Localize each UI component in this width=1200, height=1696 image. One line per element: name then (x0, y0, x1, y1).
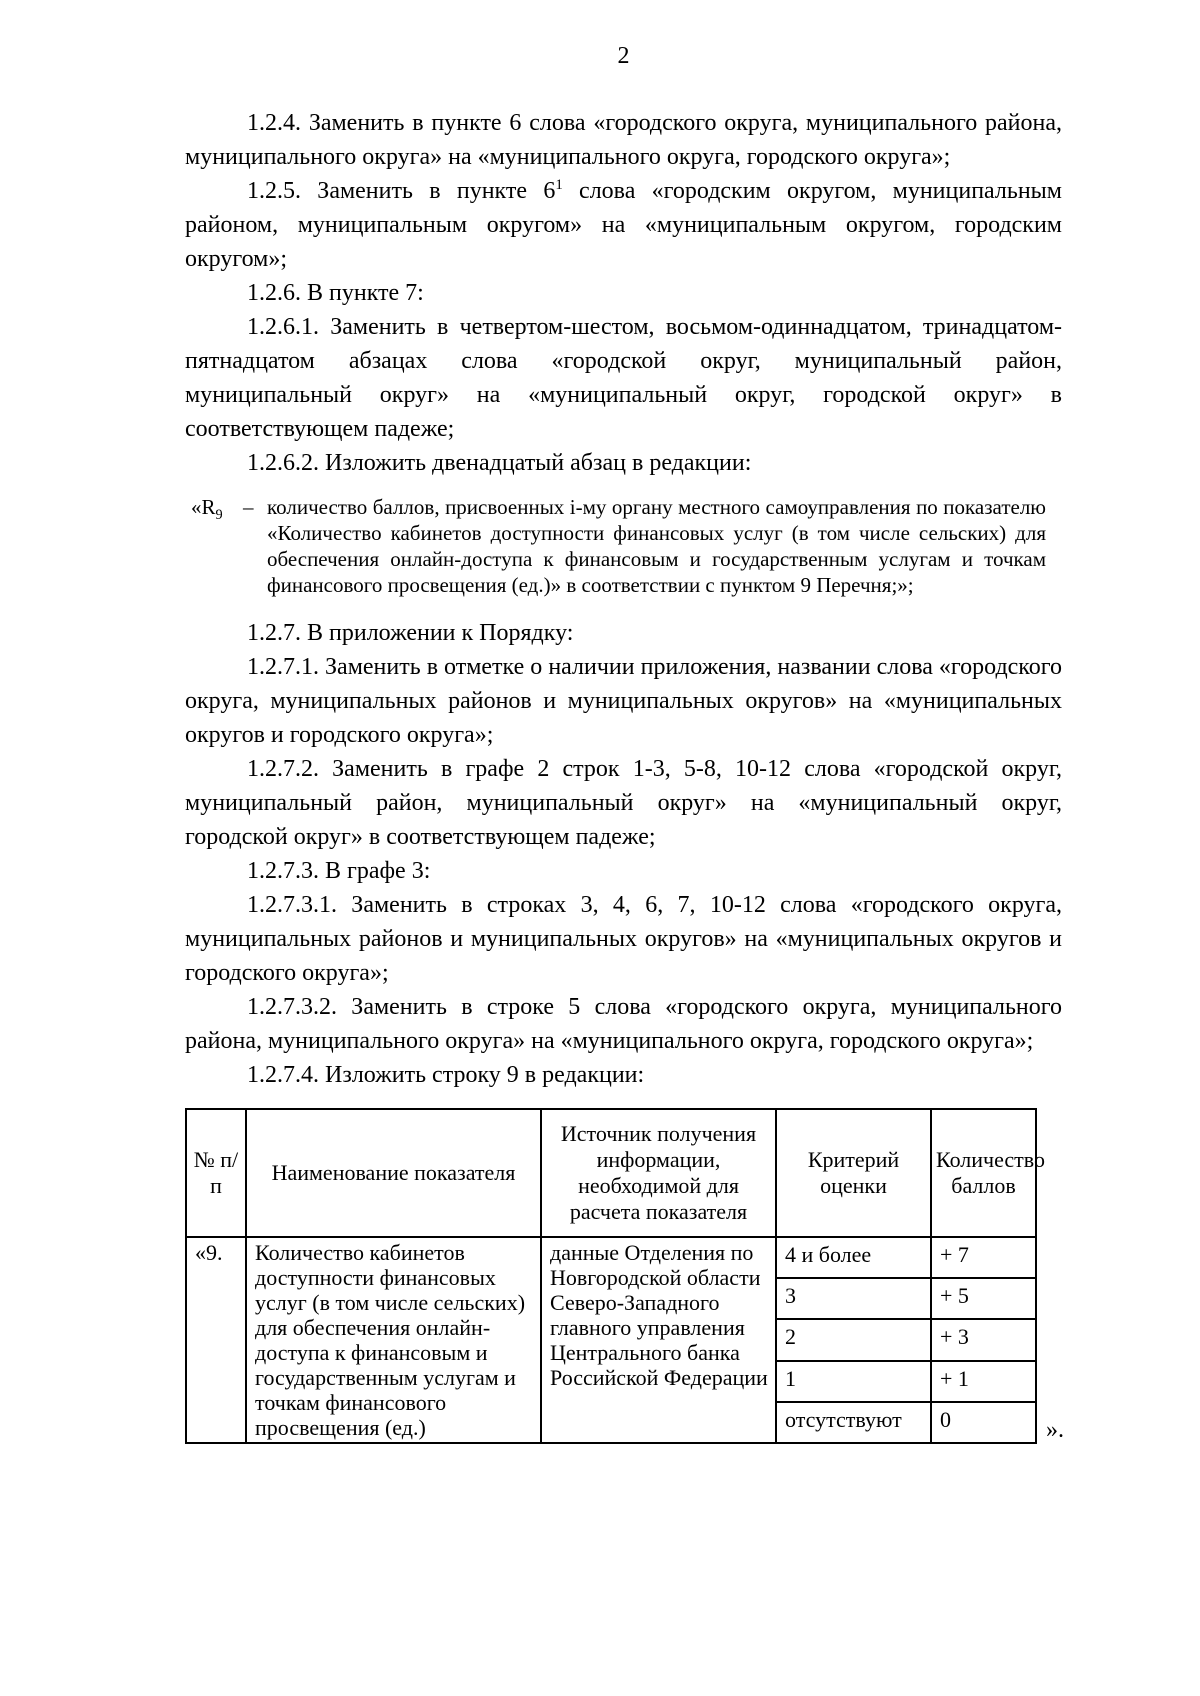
paragraph-text: 1.2.7.2. Заменить в графе 2 строк 1-3, 5-8, 10-12 слова «городской округ, муниципальный район, муниципальный округ» на «муниципальный округ, городской округ» в соответствующем падеже; (185, 756, 1062, 850)
cell-criterion: 3 (776, 1278, 931, 1319)
cell-points: + 1 (931, 1361, 1036, 1402)
paragraph-1-2-7-3 (185, 854, 1062, 888)
paragraph-1-2-7-1 (185, 650, 1062, 752)
header-points: Количество баллов (931, 1109, 1036, 1237)
cell-points: + 7 (931, 1237, 1036, 1278)
paragraph-1-2-6-1 (185, 310, 1062, 446)
paragraph-1-2-6 (185, 276, 1062, 310)
cell-points: 0 (931, 1402, 1036, 1443)
paragraph-text: 1.2.7.4. Изложить строку 9 в редакции: (247, 1062, 645, 1088)
paragraph-text: 1.2.7.3.1. Заменить в строках 3, 4, 6, 7, 10-12 слова «городского округа, муниципальных районов и муниципальных округов» на «муниципальных округов и городского округа»; (185, 892, 1062, 986)
paragraph-text: 1.2.7.1. Заменить в отметке о наличии приложения, названии слова «городского округа, муниципальных районов и муниципальных округов» на «муниципальных округов и городского округа»; (185, 654, 1062, 748)
table-row (186, 1237, 1036, 1278)
paragraph-text: 1.2.7. В приложении к Порядку: (247, 620, 574, 646)
paragraph-1-2-4 (185, 106, 1062, 174)
paragraph-1-2-7-3-1 (185, 888, 1062, 990)
paragraph-text: 1.2.7.3.2. Заменить в строке 5 слова «городского округа, муниципального района, муниципального округа» на «муниципального округа, городского округа»; (185, 994, 1062, 1054)
cell-indicator-name: Количество кабинетов доступности финансовых услуг (в том числе сельских) для обеспечения онлайн-доступа к финансовым и государственным услугам и точкам финансового просвещения (ед.) (246, 1237, 541, 1443)
header-source: Источник получения информации, необходимой для расчета показателя (541, 1109, 776, 1237)
paragraph-1-2-7 (185, 616, 1062, 650)
paragraph-text: 1.2.7.3. В графе 3: (247, 858, 431, 884)
definition-term-text: «R (191, 495, 216, 519)
page-number: 2 (617, 43, 630, 69)
header-criterion: Критерий оценки (776, 1109, 931, 1237)
cell-information-source: данные Отделения по Новгородской области Северо-Западного главного управления Центрального банка Российской Федерации (541, 1237, 776, 1443)
paragraph-1-2-6-2 (185, 446, 1062, 480)
table-header-row (186, 1109, 1036, 1237)
paragraph-text: 1.2.5. Заменить в пункте 6 (247, 178, 556, 204)
definition-dash: – (243, 495, 254, 519)
cell-points: + 3 (931, 1319, 1036, 1360)
cell-criterion: 4 и более (776, 1237, 931, 1278)
indicator-table (185, 1108, 1046, 1444)
definition-term (191, 494, 243, 598)
cell-criterion: 1 (776, 1361, 931, 1402)
paragraph-1-2-7-4 (185, 1058, 1062, 1092)
cell-criterion: отсутствуют (776, 1402, 931, 1443)
closing-quote-mark: ». (1046, 1417, 1064, 1443)
paragraph-1-2-7-2 (185, 752, 1062, 854)
header-name: Наименование показателя (246, 1109, 541, 1237)
paragraph-text: 1.2.6.2. Изложить двенадцатый абзац в редакции: (247, 450, 752, 476)
superscript-index: 1 (555, 177, 563, 193)
cell-row-number: «9. (186, 1237, 246, 1443)
definition-block-r9 (191, 494, 1062, 598)
cell-criterion: 2 (776, 1319, 931, 1360)
subscript-index: 9 (215, 507, 223, 524)
cell-points: + 5 (931, 1278, 1036, 1319)
header-num: № п/п (186, 1109, 246, 1237)
paragraph-text: 1.2.6.1. Заменить в четвертом-шестом, восьмом-одиннадцатом, тринадцатом-пятнадцатом абзацах слова «городской округ, муниципальный район, муниципальный округ» на «муниципальный округ, городской округ» в соответствующем падеже; (185, 314, 1062, 442)
paragraph-text: 1.2.4. Заменить в пункте 6 слова «городского округа, муниципального района, муниципального округа» на «муниципального округа, городского округа»; (185, 110, 1062, 170)
paragraph-1-2-7-3-2 (185, 990, 1062, 1058)
definition-text: количество баллов, присвоенных i-му органу местного самоуправления по показателю «Количество кабинетов доступности финансовых услуг (в том числе сельских) для обеспечения онлайн-доступа к финансовым и государственным услугам и точкам финансового просвещения (ед.)» в соответствии с пунктом 9 Перечня;»; (267, 495, 1046, 597)
table-section (185, 1108, 1062, 1444)
paragraph-1-2-5 (185, 174, 1062, 276)
paragraph-text: 1.2.6. В пункте 7: (247, 280, 424, 306)
paragraph-text: слова «городским округом, муниципальным районом, муниципальным округом» на «муниципальным округом, городским округом»; (185, 178, 1062, 272)
